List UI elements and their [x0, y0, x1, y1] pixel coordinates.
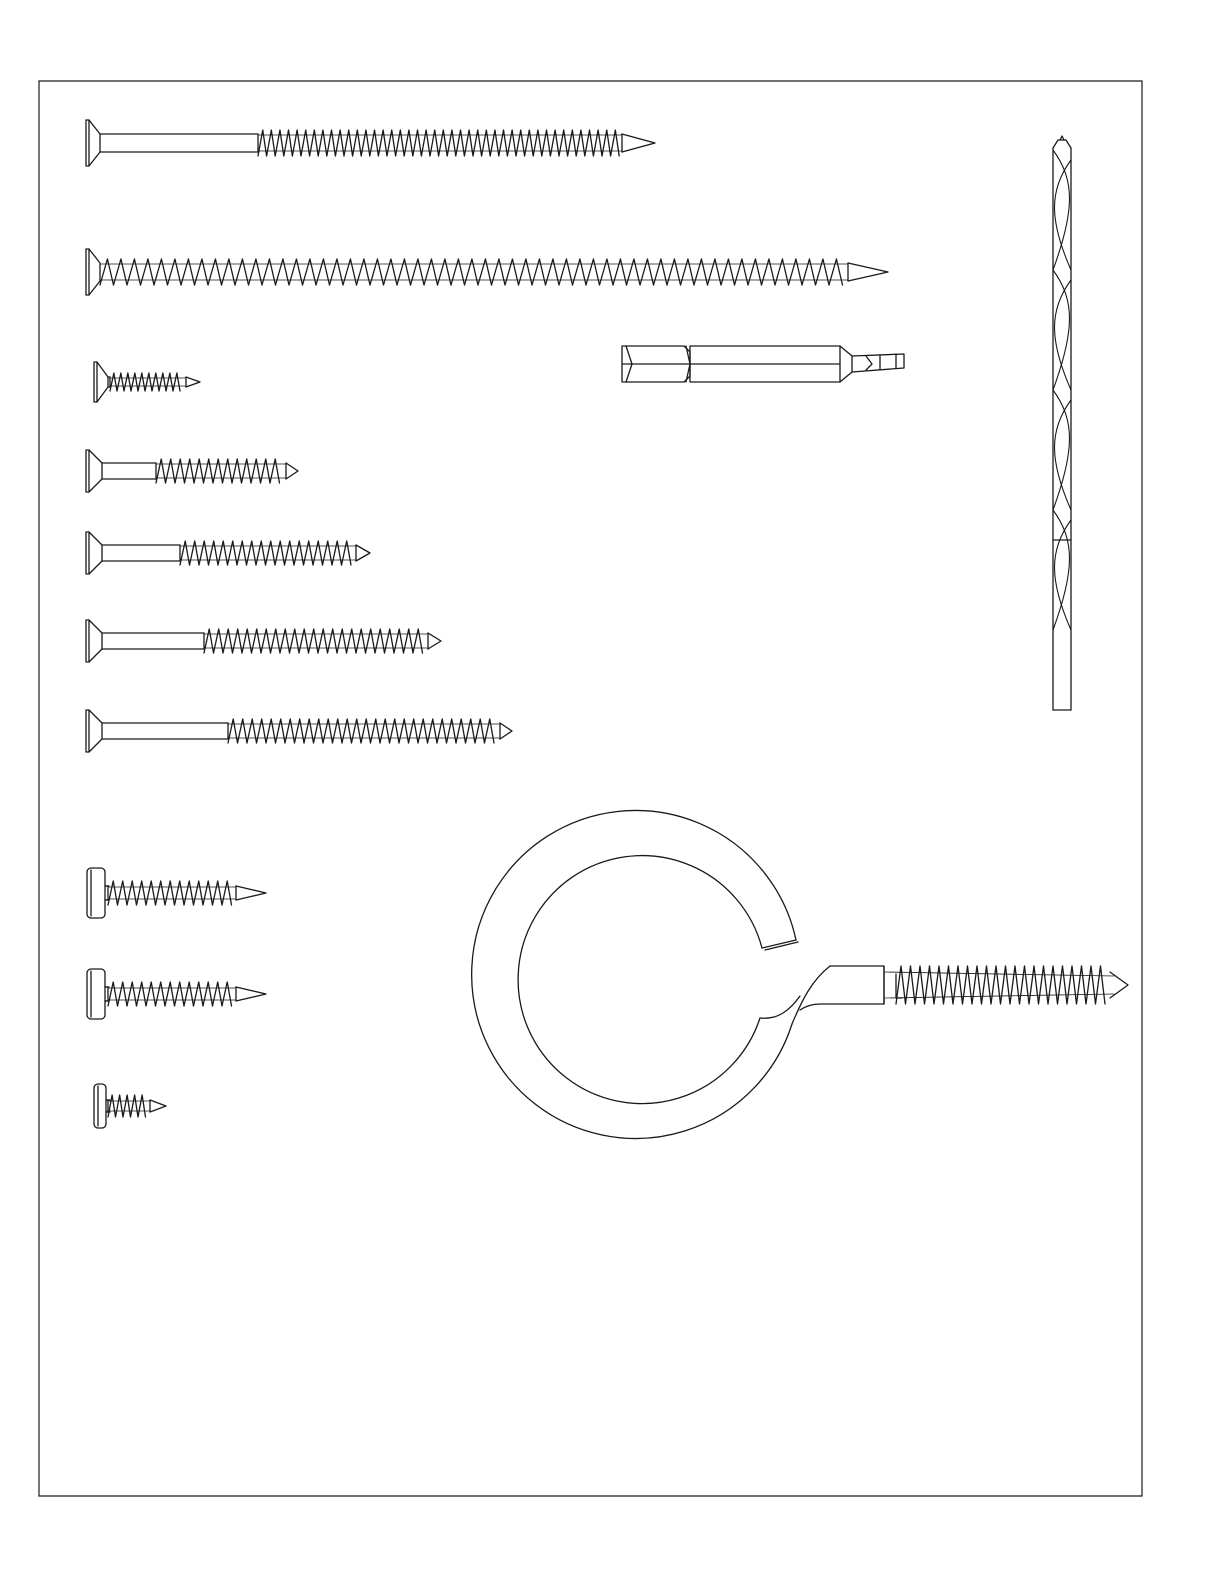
pan-head-screw-2	[87, 969, 266, 1019]
screw-eye-hook	[472, 810, 1128, 1138]
countersunk-screw-extra-long-full-thread	[86, 249, 888, 295]
countersunk-screw-medium-1	[86, 450, 298, 492]
countersunk-screw-short	[94, 362, 200, 402]
screwdriver-bit	[622, 346, 904, 382]
countersunk-screw-medium-4	[86, 710, 512, 752]
pan-head-screw-short	[94, 1084, 166, 1128]
countersunk-screw-long-partial-thread	[86, 120, 655, 166]
countersunk-screw-medium-2	[86, 532, 370, 574]
drill-bit	[1053, 136, 1071, 710]
pan-head-screw-1	[87, 868, 266, 918]
countersunk-screw-medium-3	[86, 620, 441, 662]
sheet-frame	[39, 81, 1142, 1496]
